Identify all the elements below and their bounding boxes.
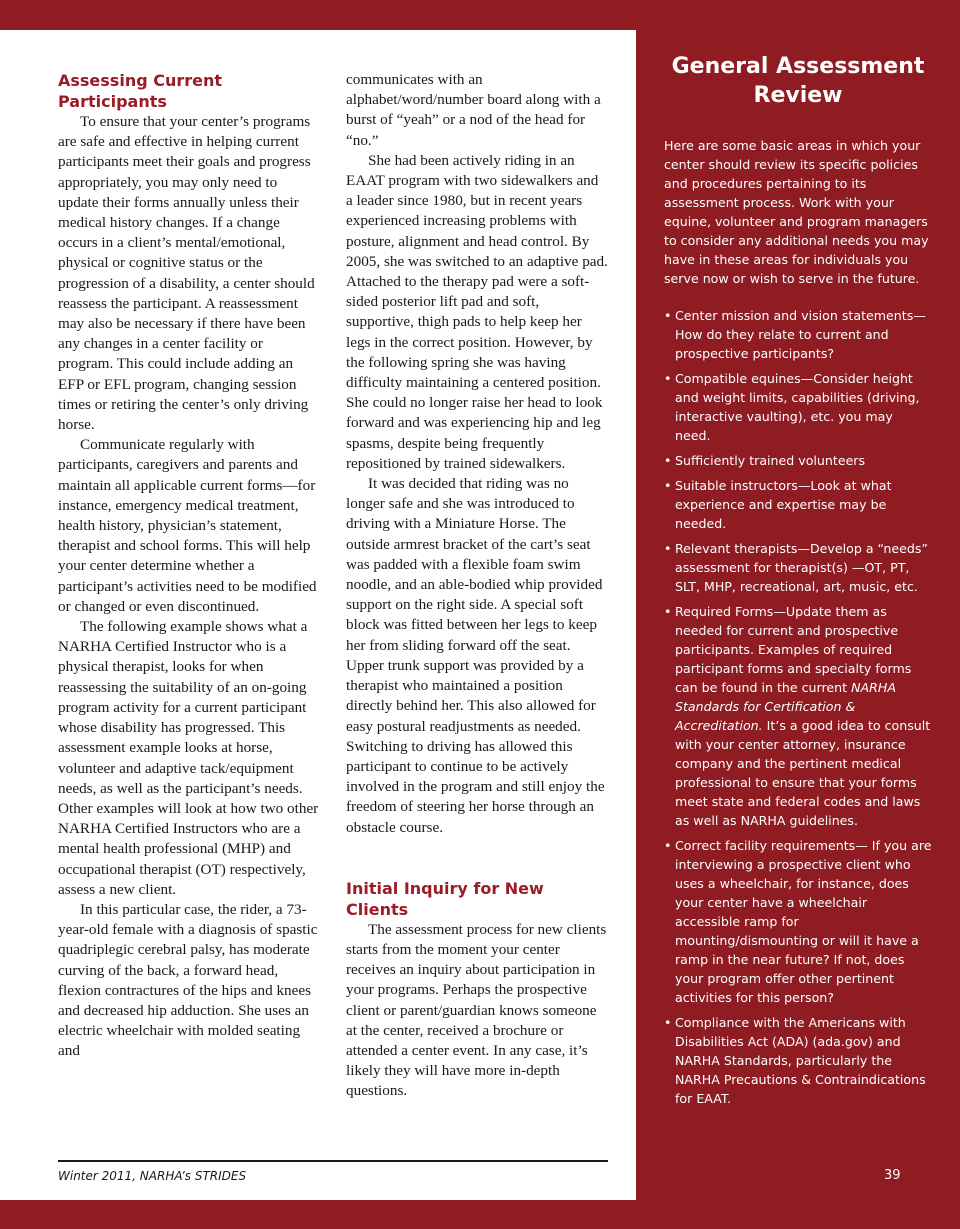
bullet-icon: • [664, 371, 672, 386]
list-item-text: Compliance with the Americans with Disabilities Act (ADA) (ada.gov) and NARHA Standards, particularly the NARHA Precautions & Contraindications for EAAT. [675, 1015, 926, 1106]
list-item-text: Center mission and vision statements—How do they relate to current and prospective participants? [675, 308, 926, 361]
forms-text-start: Required Forms—Update them as needed for current and prospective participants. Examples of required participant forms and specialty forms can be found in the current [675, 604, 912, 695]
footer-rule [58, 1160, 608, 1162]
list-item [664, 1013, 932, 1108]
list-item [664, 369, 932, 445]
body-paragraph: The assessment process for new clients starts from the moment your center receives an inquiry about participation in your programs. Perhaps the prospective client or parent/guardian knows someone at the center, received a brochure or attended a center event. In any case, it’s likely they will have more in-depth questions. [346, 920, 607, 1100]
article-column-1 [58, 70, 320, 1062]
bullet-icon: • [664, 308, 672, 323]
bottom-border [0, 1200, 960, 1229]
bullet-icon: • [664, 453, 672, 468]
sidebar-title: General Assessment Review [671, 54, 925, 108]
list-item-text: Relevant therapists—Develop a “needs” assessment for therapist(s) —OT, PT, SLT, MHP, recreational, art, music, etc. [675, 541, 928, 594]
list-item [664, 306, 932, 363]
list-item [664, 539, 932, 596]
list-item-text [675, 604, 930, 828]
page-number: 39 [884, 1168, 901, 1183]
bullet-icon: • [664, 604, 672, 619]
list-item [664, 476, 932, 533]
forms-text-end: It’s a good idea to consult with your center attorney, insurance company and the pertinent medical professional to ensure that your forms meet state and federal codes and laws as well as NARHA guidelines. [675, 718, 931, 828]
sidebar-intro: Here are some basic areas in which your center should review its specific policies and procedures pertaining to its assessment process. Work with your equine, volunteer and program managers to consider any additional needs you may have in these areas for individuals you serve now or wish to serve in the future. [664, 138, 929, 286]
bullet-icon: • [664, 1015, 672, 1030]
article-column-2 [346, 70, 608, 1102]
body-paragraph: She had been actively riding in an EAAT program with two sidewalkers and a leader since 1980, but in recent years experienced increasing problems with posture, alignment and head control. By 2005, she was switched to an adaptive pad. Attached to the therapy pad were a soft-sided posterior lift pad and soft, supportive, thigh pads to help keep her legs in the correct position. However, by the following spring she was having difficulty maintaining a centered position. She could no longer raise her head to look forward and was experiencing hip and leg spasms, despite being frequently repositioned by trained sidewalkers. [346, 151, 608, 472]
list-item-text: Correct facility requirements— If you are interviewing a prospective client who uses a wheelchair, for instance, does your center have a wheelchair accessible ramp for mounting/dismounting or will it have a ramp in the near future? If not, does your program offer other pertinent activities for this person? [675, 838, 932, 1005]
list-item [664, 602, 932, 830]
list-item [664, 451, 932, 470]
section-heading-assessing: Assessing Current Participants [58, 71, 223, 111]
body-paragraph: communicates with an alphabet/word/number board along with a burst of “yeah” or a nod of the head for “no.” [346, 71, 601, 149]
bullet-icon: • [664, 541, 672, 556]
body-paragraph: It was decided that riding was no longer safe and she was introduced to driving with a Miniature Horse. The outside armrest bracket of the cart’s seat was padded with a flexible foam swim noodle, and an able-bodied whip provided support on the right side. A special soft block was fitted between her legs to keep her from sliding forward off the seat. Upper trunk support was provided by a therapist who maintained a position directly behind her. This also allowed for easy postural readjustments as needed. Switching to driving has allowed this participant to continue to be actively involved in the program and still enjoy the freedom of steering her horse through an obstacle course. [346, 475, 605, 836]
bullet-icon: • [664, 838, 672, 853]
sidebar-list [664, 306, 932, 1108]
list-item [664, 836, 932, 1007]
body-paragraph: The following example shows what a NARHA Certified Instructor who is a physical therapist, looks for when reassessing the suitability of an on-going program activity for a current participant whose disability has progressed. This assessment example looks at horse, volunteer and adaptive tack/equipment needs, as well as the participant’s needs. Other examples will look at how two other NARHA Certified Instructors who are a mental health professional (MHP) and occupational therapist (OT) respectively, assess a new client. [58, 618, 319, 898]
top-border [0, 0, 960, 30]
list-item-text: Compatible equines—Consider height and weight limits, capabilities (driving, interactive vaulting), etc. you may need. [675, 371, 920, 443]
body-paragraph: In this particular case, the rider, a 73-year-old female with a diagnosis of spastic quadriplegic cerebral palsy, has moderate curving of the back, a forward head, flexion contractures of the hips and knees and decreased hip adduction. She uses an electric wheelchair with molded seating and [58, 900, 318, 1060]
sidebar-panel [636, 30, 960, 1200]
body-paragraph: Communicate regularly with participants, caregivers and parents and maintain all applicable current forms—for instance, emergency medical treatment, health history, physician’s statement, therapist and school forms. This will help your center determine whether a participant’s activities need to be modified or changed or even discontinued. [58, 436, 317, 615]
list-item-text: Sufficiently trained volunteers [675, 453, 866, 468]
footer-publication: Winter 2011, NARHA’s STRIDES [58, 1169, 247, 1183]
list-item-text: Suitable instructors—Look at what experience and expertise may be needed. [675, 478, 892, 531]
section-heading-initial-inquiry: Initial Inquiry for New Clients [346, 878, 544, 919]
standards-title-italic: NARHA Standards for Certification & Accreditation. [675, 680, 896, 733]
bullet-icon: • [664, 478, 672, 493]
body-paragraph: To ensure that your center’s programs are safe and effective in helping current participants meet their goals and progress appropriately, you may only need to update their forms annually unless their medical history changes. If a change occurs in a client’s mental/emotional, physical or cognitive status or the progression of a disability, a center should reassess the participant. A reassessment may also be necessary if there have been any changes in a center facility or program. This could include adding an EFP or EFL program, changing session times or retiring the center’s only driving horse. [58, 113, 315, 434]
